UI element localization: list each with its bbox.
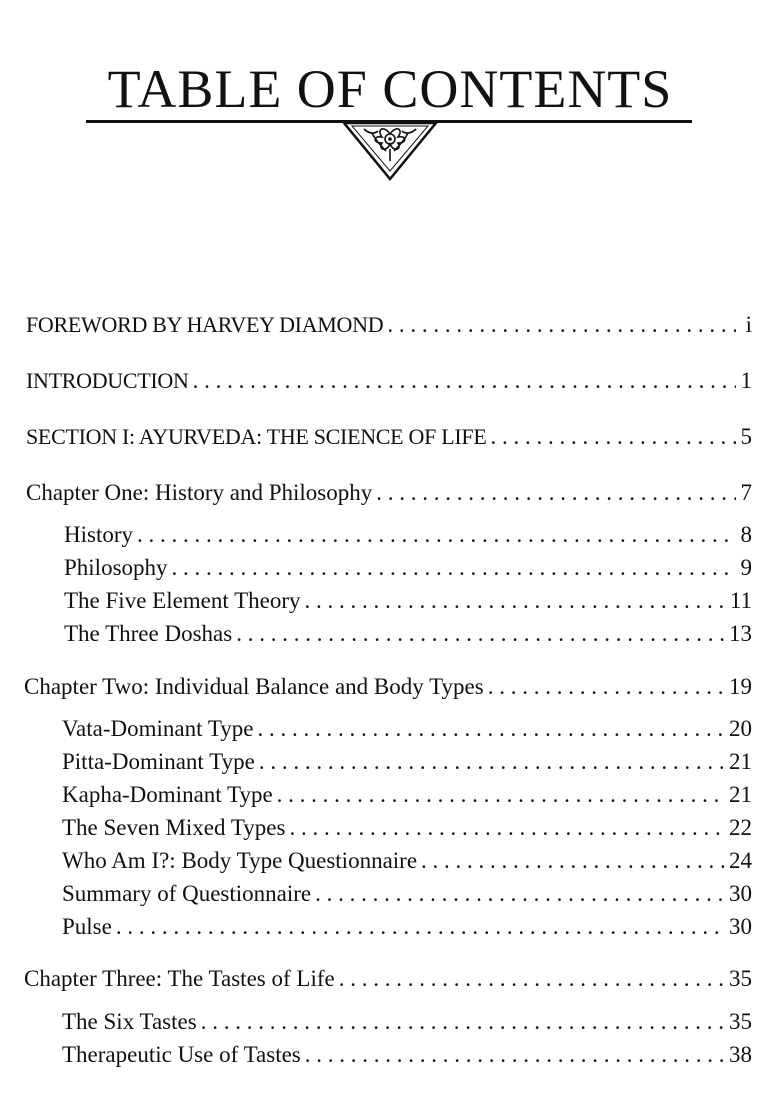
toc-entry-label: The Three Doshas (64, 621, 233, 646)
toc-subentry[interactable] (62, 1007, 752, 1037)
toc-subentry[interactable] (62, 912, 752, 942)
toc-leader-dots (172, 553, 736, 583)
toc-leader-dots (421, 846, 725, 876)
toc-entry-page: 24 (729, 848, 752, 873)
toc-subentry[interactable] (64, 520, 752, 550)
toc-entry-page: 38 (729, 1042, 752, 1067)
toc-entry-page: 22 (729, 815, 752, 840)
toc-entry-label: History (64, 522, 133, 547)
toc-leader-dots (315, 879, 725, 909)
toc-chapter-entry[interactable] (26, 478, 752, 508)
toc-leader-dots (488, 672, 725, 702)
toc-entry-label: The Seven Mixed Types (62, 815, 286, 840)
toc-leader-dots (116, 912, 725, 942)
toc-entry-page: 9 (740, 555, 752, 580)
toc-entry-label: Pulse (62, 914, 112, 939)
toc-subentry[interactable] (62, 813, 752, 843)
toc-entry-label: Who Am I?: Body Type Questionnaire (62, 848, 418, 873)
toc-entry-page: 20 (729, 716, 752, 741)
toc-entry-label: Chapter Two: Individual Balance and Body Types (24, 674, 484, 699)
toc-entry-label: FOREWORD BY HARVEY DIAMOND (26, 312, 384, 337)
toc-leader-dots (491, 422, 737, 452)
toc-subentry[interactable] (64, 553, 752, 583)
toc-leader-dots (277, 780, 725, 810)
toc-entry-page: 35 (729, 966, 752, 991)
toc-chapter-entry[interactable] (24, 964, 752, 994)
toc-leader-dots (236, 619, 725, 649)
toc-leader-dots (289, 813, 725, 843)
toc-chapter-entry[interactable] (24, 672, 752, 702)
toc-entry-page: 1 (740, 368, 752, 393)
toc-entry-label: Summary of Questionnaire (62, 881, 312, 906)
toc-entry[interactable] (26, 422, 752, 452)
toc-leader-dots (387, 310, 736, 340)
toc-leader-dots (305, 586, 726, 616)
toc-leader-dots (258, 714, 725, 744)
toc-entry[interactable] (26, 366, 752, 396)
toc-leader-dots (259, 747, 725, 777)
toc-entry-page: 5 (740, 424, 752, 449)
toc-entry-label: Chapter Three: The Tastes of Life (24, 966, 335, 991)
toc-entry[interactable] (26, 310, 752, 340)
toc-entry-label: INTRODUCTION (26, 368, 189, 393)
toc-entry-label: Pitta-Dominant Type (62, 749, 255, 774)
toc-subentry[interactable] (62, 1040, 752, 1070)
toc-entry-label: Kapha-Dominant Type (62, 782, 273, 807)
page-title: TABLE OF CONTENTS (107, 59, 673, 119)
toc-entry-label: SECTION I: AYURVEDA: THE SCIENCE OF LIFE (26, 424, 487, 449)
toc-leader-dots (193, 366, 736, 396)
toc-subentry[interactable] (62, 846, 752, 876)
toc-subentry[interactable] (64, 586, 752, 616)
toc-subentry[interactable] (64, 619, 752, 649)
toc-entry-page: 19 (729, 674, 752, 699)
toc-entry-page: 8 (740, 522, 752, 547)
toc-entry-label: The Six Tastes (62, 1009, 197, 1034)
toc-entry-label: Chapter One: History and Philosophy (26, 480, 373, 505)
toc-subentry[interactable] (62, 780, 752, 810)
toc-entry-page: 21 (729, 749, 752, 774)
toc-leader-dots (339, 964, 725, 994)
toc-leader-dots (201, 1007, 725, 1037)
toc-entry-page: 11 (729, 588, 752, 613)
toc-entry-page: i (745, 312, 752, 337)
toc-entry-label: Philosophy (64, 555, 168, 580)
toc-subentry[interactable] (62, 747, 752, 777)
toc-leader-dots (376, 478, 736, 508)
toc-entry-page: 30 (729, 881, 752, 906)
toc-subentry[interactable] (62, 879, 752, 909)
toc-entry-page: 30 (729, 914, 752, 939)
toc-entry-page: 7 (740, 480, 752, 505)
toc-subentry[interactable] (62, 714, 752, 744)
toc-entry-label: Therapeutic Use of Tastes (62, 1042, 301, 1067)
toc-leader-dots (137, 520, 736, 550)
toc-entry-label: The Five Element Theory (64, 588, 301, 613)
toc-leader-dots (305, 1040, 725, 1070)
toc-entry-page: 21 (729, 782, 752, 807)
toc-entry-page: 35 (729, 1009, 752, 1034)
toc-entry-label: Vata-Dominant Type (62, 716, 254, 741)
toc-entry-page: 13 (729, 621, 752, 646)
